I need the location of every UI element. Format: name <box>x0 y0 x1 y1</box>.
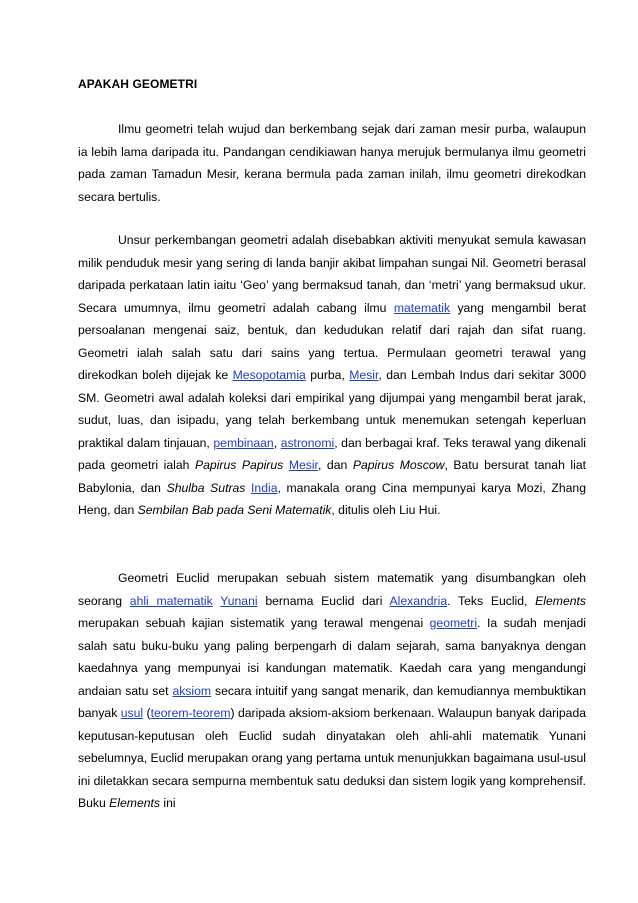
text-segment: Geometri Euclid merupakan sebuah sistem matematik yang disumbangkan oleh seorang <box>78 571 586 608</box>
paragraph-2-text <box>78 229 586 522</box>
italic-shulba-sutras: Shulba Sutras <box>166 480 252 495</box>
paragraph-2 <box>78 229 586 522</box>
link-yunani[interactable]: Yunani <box>220 593 258 608</box>
text-segment: , dan <box>317 458 353 472</box>
text-segment: bernama Euclid dari <box>257 593 390 608</box>
text-segment: Unsur perkembangan geometri adalah disebabkan aktiviti menyukat semula kawasan milik penduduk mesir yang sering di landa banjir akibat limpahan sungai Nil. Geometri berasal daripada perkataan latin iaitu ‘Geo’ yang bermaksud tanah, dan ‘metri’ yang bermaksud ukur. Secara umumnya, ilmu geometri adalah cabang ilmu <box>78 233 586 315</box>
text-segment: . Ia sudah menjadi salah satu buku-buku yang paling berpengarh di dalam sejarah, sama banyaknya dengan kaedahnya yang mempunyai isi kandungan matematik. Kaedah cara yang mengandungi andaian satu set <box>78 616 586 698</box>
italic-papirus-moscow: Papirus Moscow <box>352 458 445 472</box>
text-segment: , manakala orang Cina mempunyai karya Mozi, Zhang Heng, dan <box>78 480 586 517</box>
link-alexandria[interactable]: Alexandria <box>389 593 448 608</box>
link-mesir[interactable]: Mesir <box>349 368 379 382</box>
link-mesir-2[interactable]: Mesir <box>288 458 318 472</box>
link-aksiom[interactable]: aksiom <box>172 683 212 698</box>
text-segment: ( <box>143 706 151 720</box>
page-title: APAKAH GEOMETRI <box>78 77 198 91</box>
text-segment: , dan berbagai kraf. Teks terawal yang dikenali pada geometri ialah <box>78 435 586 472</box>
link-ahli-matematik[interactable]: ahli matematik <box>129 593 213 608</box>
text-segment: , ditulis oleh Liu Hui. <box>331 503 441 517</box>
text-segment: , <box>273 435 281 450</box>
link-pembinaan[interactable]: pembinaan <box>213 435 274 450</box>
italic-elements-2: Elements <box>109 796 160 810</box>
link-matematik[interactable]: matematik <box>393 300 451 315</box>
link-india[interactable]: India <box>251 480 278 495</box>
link-teorem-teorem[interactable]: teorem-teorem <box>150 706 231 720</box>
text-segment: ini <box>159 796 176 810</box>
text-segment: , Batu bersurat tanah liat Babylonia, dan <box>78 458 587 495</box>
paragraph-1-text: Ilmu geometri telah wujud dan berkembang sejak dari zaman mesir purba, walaupun ia lebih lama daripada itu. Pandangan cendikiawan hanya merujuk bermulanya ilmu geometri pada zaman Tamadun Mesir, kerana bermula pada zaman inilah, ilmu geometri direkodkan secara bertulis. <box>78 122 586 204</box>
link-usul[interactable]: usul <box>120 706 144 720</box>
text-segment: . Teks Euclid, <box>447 593 536 608</box>
paragraph-3 <box>78 567 586 815</box>
text-segment: purba, <box>305 368 350 382</box>
text-segment: , dan Lembah Indus dari sekitar 3000 SM. Geometri awal adalah koleksi dari empirikal yang dijumpai yang mengambil berat jarak, sudut, luas, dan isipadu, yang telah berkembang untuk menemukan setengah keperluan praktikal dalam tinjauan, <box>78 368 586 450</box>
italic-sembilan-bab: Sembilan Bab pada Seni Matematik <box>137 503 332 517</box>
italic-papirus-papirus: Papirus Papirus <box>195 458 289 472</box>
text-segment: secara intuitif yang sangat menarik, dan kemudiannya membuktikan banyak <box>78 683 586 720</box>
text-segment: ) daripada aksiom-aksiom berkenaan. Walaupun banyak daripada keputusan-keputusan oleh Euclid sudah dinyatakan oleh ahli-ahli matematik Yunani sebelumnya, Euclid merupakan orang yang pertama untuk menunjukkan bagaimana usul-usul ini diletakkan secara sempurna membentuk satu deduksi dan sistem logik yang komprehensif. Buku <box>78 706 586 810</box>
link-mesopotamia[interactable]: Mesopotamia <box>232 368 306 382</box>
link-astronomi[interactable]: astronomi <box>280 435 335 450</box>
text-segment: merupakan sebuah kajian sistematik yang terawal mengenai <box>78 616 430 630</box>
paragraph-3-text <box>78 567 586 815</box>
italic-elements: Elements <box>535 593 586 608</box>
link-geometri[interactable]: geometri <box>429 616 478 630</box>
paragraph-1 <box>78 118 586 208</box>
text-segment: yang mengambil berat persoalanan mengenai saiz, bentuk, dan kedudukan relatif dari rajah dan sifat ruang. Geometri ialah salah satu dari sains yang tertua. Permulaan geometri terawal yang direkodkan boleh dijejak ke <box>78 300 587 382</box>
